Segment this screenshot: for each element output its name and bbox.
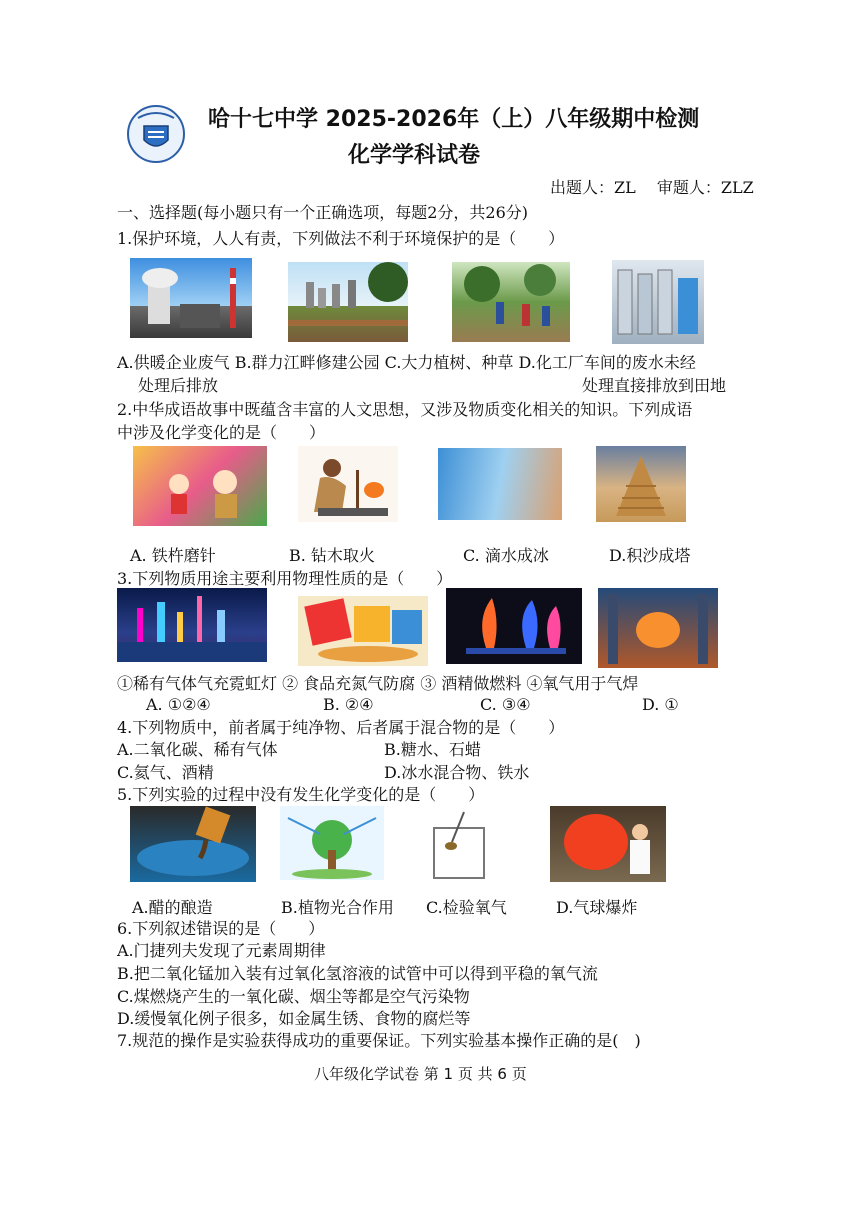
section-heading: 一、选择题(每小题只有一个正确选项，每题2分，共26分) xyxy=(117,203,529,222)
question-3-option-b[interactable]: B. ②④ xyxy=(323,695,374,714)
question-6-option-b[interactable]: B.把二氧化锰加入装有过氧化氢溶液的试管中可以得到平稳的氧气流 xyxy=(117,964,598,983)
page-footer: 八年级化学试卷 第 1 页 共 6 页 xyxy=(314,1065,527,1083)
question-3-option-c[interactable]: C. ③④ xyxy=(480,695,531,714)
question-4-option-b[interactable]: B.糖水、石蜡 xyxy=(384,740,481,759)
balloon-explosion-image xyxy=(550,806,666,882)
vinegar-brewing-image xyxy=(130,806,256,882)
question-1-option-a-cont: 处理后排放 xyxy=(138,376,219,395)
neon-city-night-image xyxy=(117,588,267,662)
question-2-stem-line1: 2.中华成语故事中既蕴含丰富的人文思想，又涉及物质变化相关的知识。下列成语 xyxy=(117,400,693,419)
oxygen-test-bottle-image xyxy=(424,806,494,882)
question-1-stem: 1.保护环境，人人有责，下列做法不利于环境保护的是（ ） xyxy=(117,229,565,248)
question-2-option-b[interactable]: B. 钻木取火 xyxy=(289,546,375,565)
author-line: 出题人：ZL 审题人：ZLZ xyxy=(550,178,754,197)
question-5-option-d[interactable]: D.气球爆炸 xyxy=(556,898,638,917)
question-3-option-d[interactable]: D. ① xyxy=(642,695,679,714)
question-4-stem: 4.下列物质中，前者属于纯净物、后者属于混合物的是（ ） xyxy=(117,718,565,737)
question-1-option-d-cont: 处理直接排放到田地 xyxy=(582,376,727,395)
chemical-workshop-image xyxy=(612,260,704,344)
question-2-option-c[interactable]: C. 滴水成冰 xyxy=(463,546,549,565)
question-6-option-d[interactable]: D.缓慢氧化例子很多，如金属生锈、食物的腐烂等 xyxy=(117,1009,471,1028)
school-logo-icon xyxy=(126,104,186,164)
question-3-option-a[interactable]: A. ①②④ xyxy=(146,695,211,714)
question-4-option-d[interactable]: D.冰水混合物、铁水 xyxy=(384,763,530,782)
packaged-food-image xyxy=(298,596,428,666)
question-5-option-a[interactable]: A.醋的酿造 xyxy=(132,898,213,917)
question-6-stem: 6.下列叙述错误的是（ ） xyxy=(117,919,325,938)
sand-tower-image xyxy=(596,446,686,522)
question-4-option-a[interactable]: A.二氧化碳、稀有气体 xyxy=(117,740,278,759)
question-1-options: A.供暖企业废气 B.群力江畔修建公园 C.大力植树、种草 D.化工厂车间的废水未经 xyxy=(117,353,696,372)
exam-subtitle: 化学学科试卷 xyxy=(348,143,481,168)
question-4-option-c[interactable]: C.氦气、酒精 xyxy=(117,763,214,782)
factory-smokestack-image xyxy=(130,258,252,338)
alcohol-burner-flame-image xyxy=(446,588,582,664)
question-7-stem: 7.规范的操作是实验获得成功的重要保证。下列实验基本操作正确的是( ) xyxy=(117,1031,641,1050)
question-6-option-c[interactable]: C.煤燃烧产生的一氧化碳、烟尘等都是空气污染物 xyxy=(117,987,470,1006)
photosynthesis-image xyxy=(280,806,384,880)
water-to-ice-image xyxy=(438,448,562,520)
drill-wood-fire-image xyxy=(298,446,398,522)
question-2-option-a[interactable]: A. 铁杵磨针 xyxy=(130,546,216,565)
gas-welding-image xyxy=(598,588,718,668)
question-5-option-b[interactable]: B.植物光合作用 xyxy=(281,898,394,917)
question-2-option-d[interactable]: D.积沙成塔 xyxy=(609,546,691,565)
exam-title: 哈十七中学 2025-2026年（上）八年级期中检测 xyxy=(208,107,700,132)
question-3-items: ①稀有气体气充霓虹灯 ② 食品充氮气防腐 ③ 酒精做燃料 ④氧气用于气焊 xyxy=(117,674,639,693)
tree-planting-image xyxy=(452,262,570,342)
question-2-stem-line2: 中涉及化学变化的是（ ） xyxy=(117,423,326,442)
riverside-park-image xyxy=(288,262,408,342)
question-5-stem: 5.下列实验的过程中没有发生化学变化的是（ ） xyxy=(117,785,485,804)
iron-pestle-needle-image xyxy=(133,446,267,526)
question-5-option-c[interactable]: C.检验氧气 xyxy=(426,898,507,917)
question-3-stem: 3.下列物质用途主要利用物理性质的是（ ） xyxy=(117,569,453,588)
question-6-option-a[interactable]: A.门捷列夫发现了元素周期律 xyxy=(117,941,326,960)
